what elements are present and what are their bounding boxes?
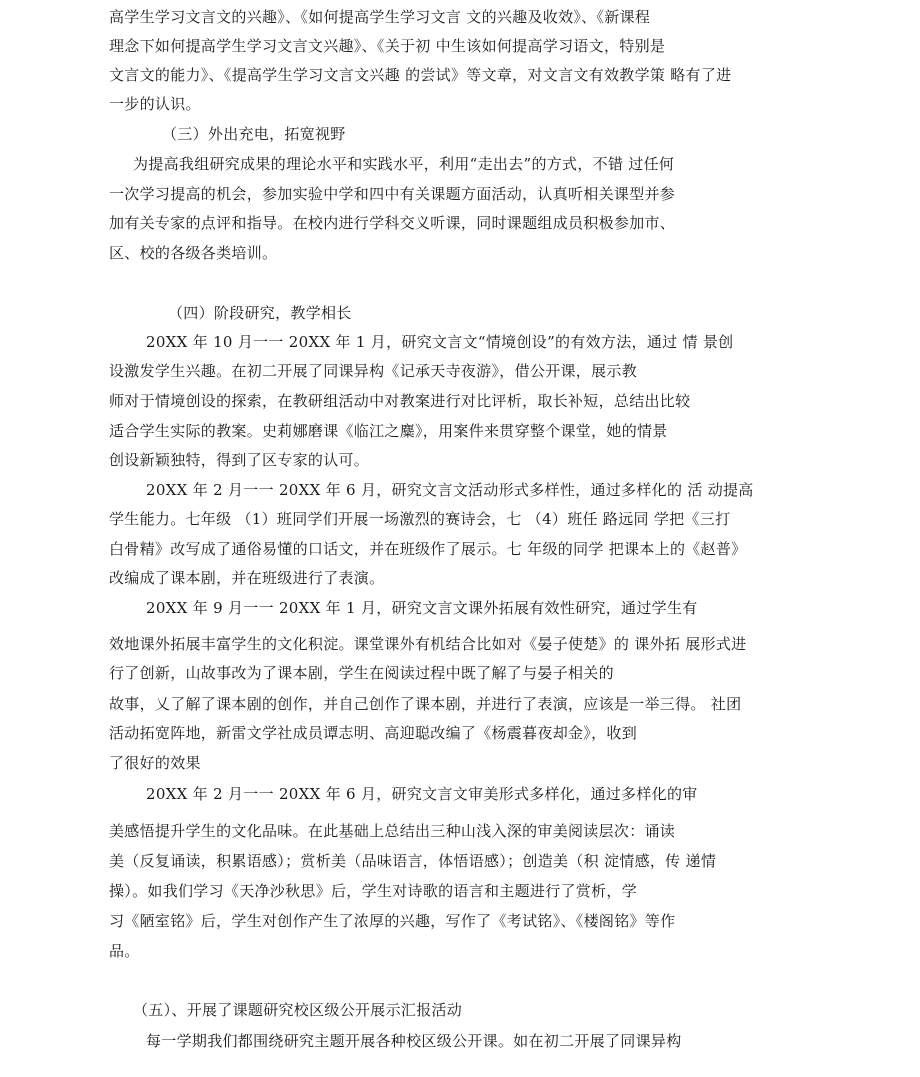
paragraph-line: 美感悟提升学生的文化品味。在此基础上总结出三种山浅入深的审美阅读层次：诵读 <box>109 822 676 840</box>
paragraph-line: 为提高我组研究成果的理论水平和实践水平，利用“走出去”的方式，不错 过任何 <box>133 155 675 173</box>
paragraph-line: 每一学期我们都围绕研究主题开展各种校区级公开课。如在初二开展了同课异构 <box>146 1032 682 1050</box>
paragraph-line: 了很好的效果 <box>109 754 201 772</box>
paragraph-line: 活动拓宽阵地，新雷文学社成员谭志明、高迎聪改编了《杨震暮夜却金》，收到 <box>109 724 638 742</box>
section-heading: （三）外出充电，拓宽视野 <box>162 125 346 143</box>
paragraph-line: 适合学生实际的教案。史莉娜磨课《临江之麋》，用案件来贯穿整个课堂，她的情景 <box>109 422 668 440</box>
paragraph-line: 改编成了课本剧，并在班级进行了表演。 <box>109 569 385 587</box>
paragraph-line: 操）。如我们学习《天净沙秋思》后，学生对诗歌的语言和主题进行了赏析，学 <box>109 882 638 900</box>
paragraph-line: 20XX 年 2 月一一 20XX 年 6 月，研究文言文活动形式多样性，通过多样化的 活 动提高 <box>146 481 754 499</box>
paragraph-line: 20XX 年 10 月一一 20XX 年 1 月，研究文言文“情境创设”的有效方法，通过 情 景创 <box>146 333 734 351</box>
paragraph-line: 一次学习提高的机会，参加实验中学和四中有关课题方面活动，认真听相关课型并参 <box>109 185 676 203</box>
paragraph-line: 创设新颖独特，得到了区专家的认可。 <box>109 451 370 469</box>
section-heading: （四）阶段研究，教学相长 <box>168 304 352 322</box>
paragraph-line: 一步的认识。 <box>109 95 201 113</box>
paragraph-line: 行了创新，山故事改为了课本剧，学生在阅读过程中既了解了与晏子相关的 <box>109 664 614 682</box>
paragraph-line: 20XX 年 2 月一一 20XX 年 6 月，研究文言文审美形式多样化，通过多样化的审 <box>146 785 698 803</box>
paragraph-line: 白骨精》改写成了通俗易懂的口话文，并在班级作了展示。七 年级的同学 把课本上的《赵普》 <box>109 540 747 558</box>
paragraph-line: 习《陋室铭》后，学生对创作产生了浓厚的兴趣，写作了《考试铭》、《楼阁铭》等作 <box>109 912 676 930</box>
paragraph-line: 效地课外拓展丰富学生的文化积淀。课堂课外有机结合比如对《晏子使楚》的 课外拓 展形式进 <box>109 635 747 653</box>
paragraph-line: 区、校的各级各类培训。 <box>109 244 278 262</box>
paragraph-line: 美（反复诵读，积累语感）；赏析美（品味语言，体悟语感）；创造美（积 淀情感，传 递情 <box>109 852 717 870</box>
section-heading: （五）、开展了课题研究校区级公开展示汇报活动 <box>133 1001 463 1019</box>
paragraph-line: 品。 <box>109 942 140 960</box>
paragraph-line: 20XX 年 9 月一一 20XX 年 1 月，研究文言文课外拓展有效性研究，通过学生有 <box>146 599 698 617</box>
paragraph-line: 师对于情境创设的探索，在教研组活动中对教案进行对比评析，取长补短，总结出比较 <box>109 392 691 410</box>
paragraph-line: 理念下如何提高学生学习文言文兴趣》、《关于初 中生该如何提高学习语文，特别是 <box>109 37 666 55</box>
paragraph-line: 故事，乂了解了课本剧的创作，并自己创作了课本剧，并进行了表演，应该是一举三得。 社团 <box>109 695 742 713</box>
paragraph-line: 文言文的能力》、《提高学生学习文言文兴趣 的尝试》等文章，对文言文有效教学策 略有了进 <box>109 66 732 84</box>
paragraph-line: 高学生学习文言文的兴趣》、《如何提高学生学习文言 文的兴趣及收效》、《新课程 <box>109 8 651 26</box>
paragraph-line: 加有关专家的点评和指导。在校内进行学科交义听课，同时课题组成员积极参加市、 <box>109 214 676 232</box>
paragraph-line: 设激发学生兴趣。在初二开展了同课异构《记承天寺夜游》，借公开课，展示教 <box>109 362 638 380</box>
paragraph-line: 学生能力。七年级 （1）班同学们开展一场激烈的赛诗会，七 （4）班任 路远同 学把《三打 <box>109 510 731 528</box>
